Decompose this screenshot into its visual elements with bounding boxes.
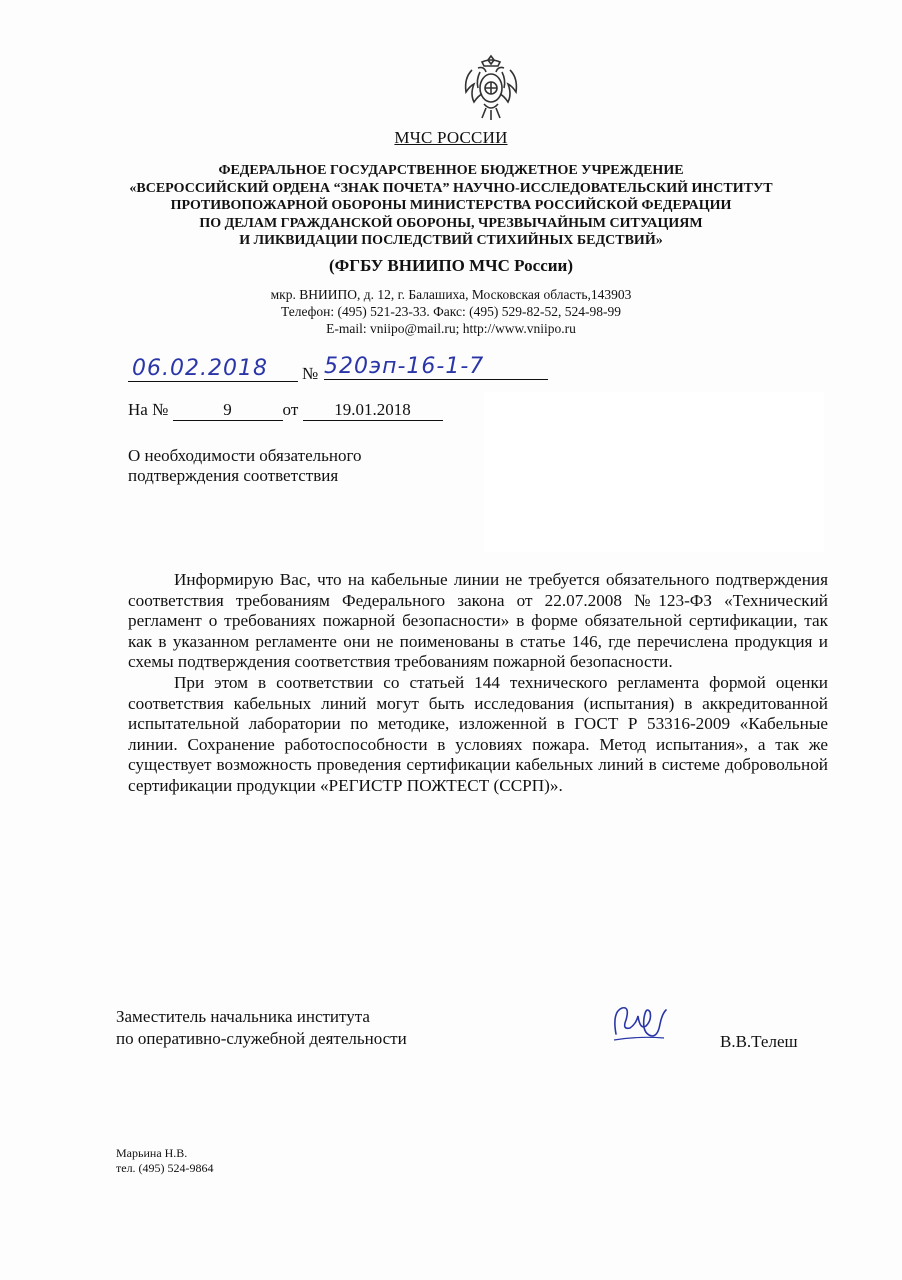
subject-line: О необходимости обязательного	[128, 446, 362, 465]
reference-prefix: На №	[128, 400, 169, 419]
executor-info	[116, 1146, 214, 1176]
subject-line: подтверждения соответствия	[128, 466, 339, 485]
organization-line: ПО ДЕЛАМ ГРАЖДАНСКОЙ ОБОРОНЫ, ЧРЕЗВЫЧАЙНЫМ СИТУАЦИЯМ	[199, 215, 703, 231]
registration-row	[128, 356, 548, 386]
signatory-title-line: по оперативно-служебной деятельности	[116, 1029, 407, 1048]
organization-line: «ВСЕРОССИЙСКИЙ ОРДЕНА “ЗНАК ПОЧЕТА” НАУЧНО-ИССЛЕДОВАТЕЛЬСКИЙ ИНСТИТУТ	[129, 180, 773, 196]
double-headed-eagle-emblem	[460, 52, 522, 124]
letter-subject	[128, 446, 362, 486]
redacted-addressee-area	[484, 392, 824, 552]
organization-abbreviation: (ФГБУ ВНИИПО МЧС России)	[328, 256, 573, 275]
handwritten-signature	[608, 1000, 672, 1046]
reference-row	[128, 400, 443, 421]
ministry-name: МЧС РОССИИ	[394, 128, 508, 147]
letter-body	[128, 570, 828, 797]
website-text: ; http://www.vniipo.ru	[455, 321, 576, 336]
body-paragraph: Информирую Вас, что на кабельные линии не требуется обязательного подтверждения соответствия требованиям Федерального закона от 22.07.2008 №123-ФЗ «Технический регламент о требованиях пожарной безопасности» в форме обязательной сертификации, так как в указанном регламенте они не поименованы в статье 146, где перечислена продукция и схемы подтверждения соответствия требованиям пожарной безопасности.	[128, 570, 828, 672]
registration-number-handwritten: 520эп-16-1-7	[324, 354, 548, 380]
reference-number: 9	[173, 400, 283, 421]
number-sign: №	[302, 364, 319, 383]
registration-date-handwritten: 06.02.2018	[128, 356, 298, 382]
organization-name	[0, 162, 902, 250]
signatory-title	[116, 1006, 407, 1050]
email-line	[0, 320, 902, 337]
signatory-title-line: Заместитель начальника института	[116, 1007, 370, 1026]
reference-date: 19.01.2018	[303, 400, 443, 421]
executor-name: Марьина Н.В.	[116, 1146, 188, 1160]
phone-fax-line: Телефон: (495) 521-23-33. Факс: (495) 529-82-52, 524-98-99	[281, 304, 621, 319]
email-link[interactable]: vniipo@mail.ru	[370, 321, 456, 336]
email-prefix: E-mail:	[326, 321, 371, 336]
signatory-name: В.В.Телеш	[720, 1032, 798, 1051]
contact-block	[0, 286, 902, 337]
organization-line: И ЛИКВИДАЦИИ ПОСЛЕДСТВИЙ СТИХИЙНЫХ БЕДСТВИЙ»	[239, 233, 663, 248]
organization-line: ФЕДЕРАЛЬНОЕ ГОСУДАРСТВЕННОЕ БЮДЖЕТНОЕ УЧРЕЖДЕНИЕ	[218, 163, 684, 178]
body-paragraph: При этом в соответствии со статьей 144 технического регламента формой оценки соответствия кабельных линий могут быть исследования (испытания) в аккредитованной испытательной лаборатории по методике, изложенной в ГОСТ Р 53316-2009 «Кабельные линии. Сохранение работоспособности в условиях пожара. Метод испытания», а так же существует возможность проведения сертификации кабельных линий в системе добровольной сертификации продукции «РЕГИСТР ПОЖТЕСТ (ССРП)».	[128, 672, 828, 795]
address-line: мкр. ВНИИПО, д. 12, г. Балашиха, Московская область,143903	[270, 287, 632, 302]
executor-phone: тел. (495) 524-9864	[116, 1161, 214, 1175]
reference-from-label: от	[282, 400, 299, 419]
organization-line: ПРОТИВОПОЖАРНОЙ ОБОРОНЫ МИНИСТЕРСТВА РОССИЙСКОЙ ФЕДЕРАЦИИ	[170, 198, 732, 213]
